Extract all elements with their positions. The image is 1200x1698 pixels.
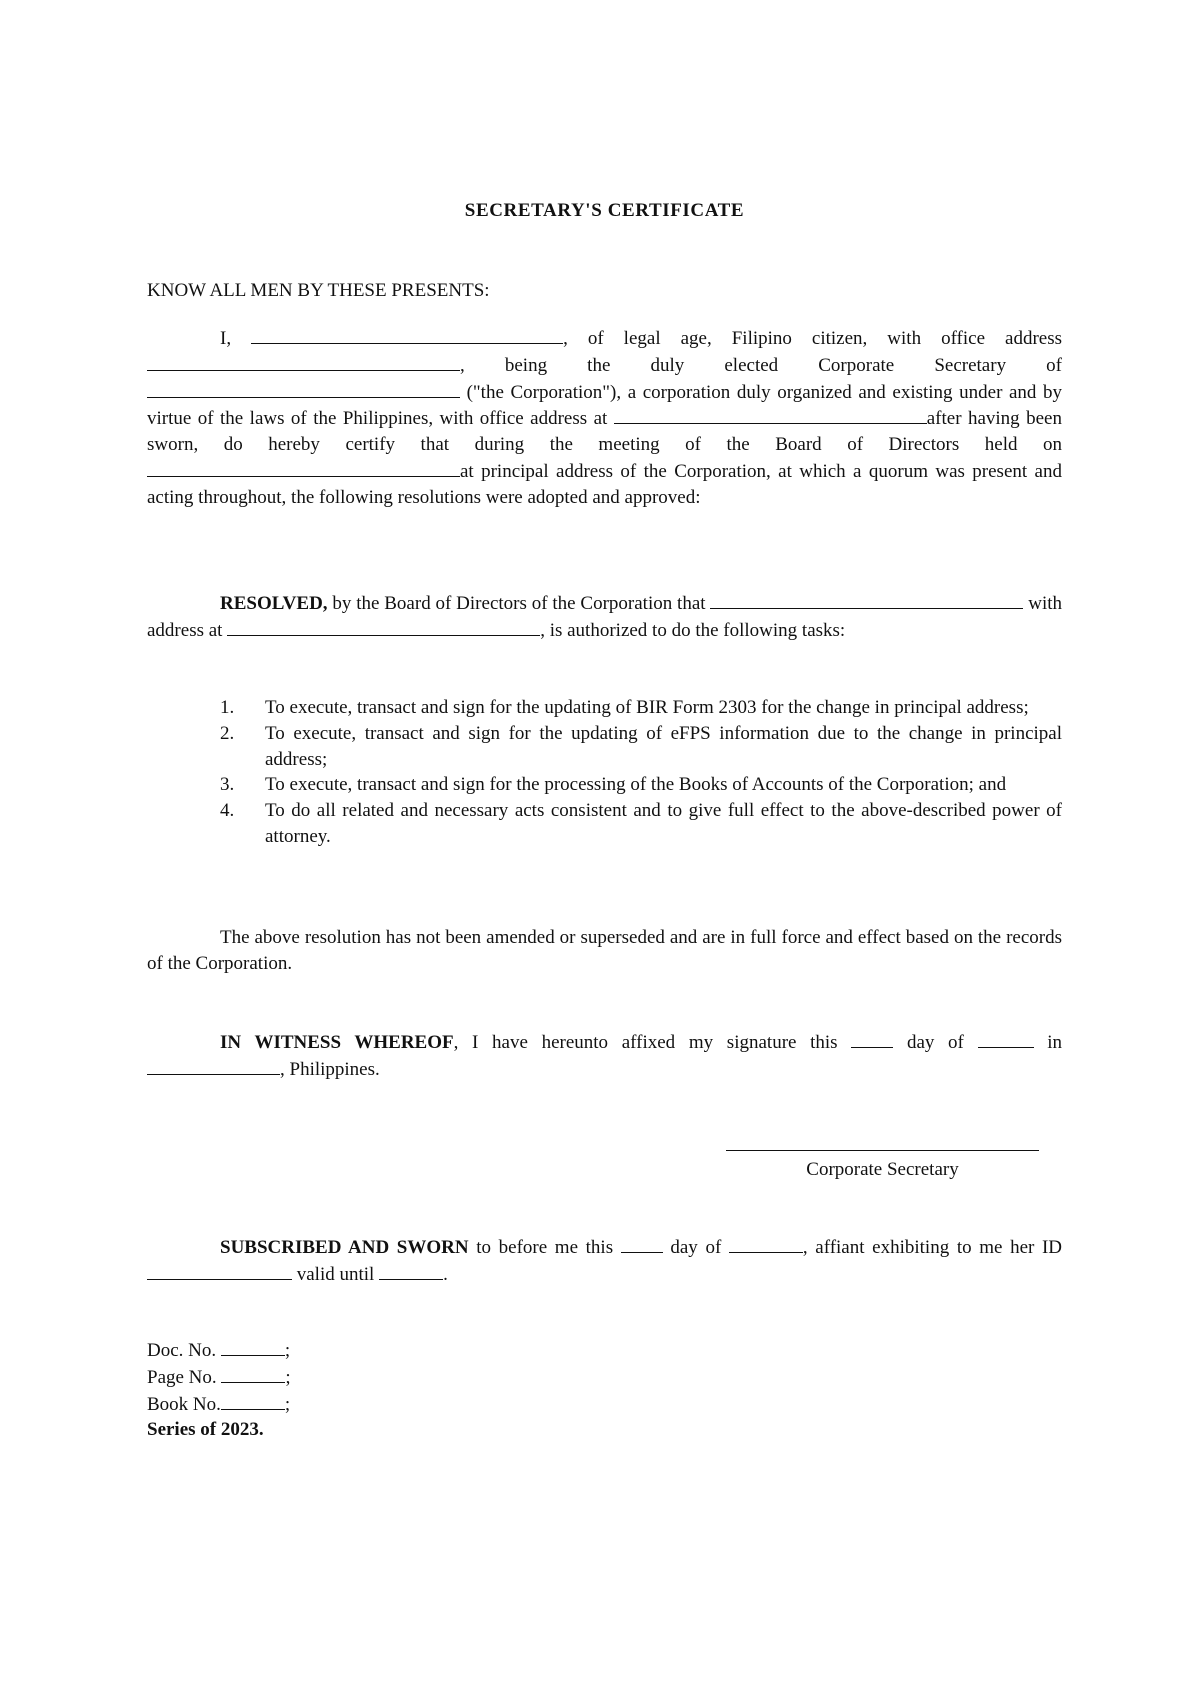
meeting-date-blank: [147, 458, 460, 477]
jurat-text-5: .: [443, 1263, 448, 1285]
resolved-heading: RESOLVED,: [220, 593, 328, 614]
series-line: [147, 1417, 291, 1443]
intro-text-5: after having been sworn, do hereby certify that during the meeting of the Board of Directors held on: [147, 408, 1062, 456]
book-number-line: [147, 1391, 291, 1418]
list-item-number: 2.: [220, 722, 235, 744]
jurat-text-1: to before me this: [468, 1237, 614, 1258]
resolution-text-1: by the Board of Directors of the Corporation that: [327, 593, 706, 614]
corporation-name-blank: [147, 379, 460, 398]
resolution-paragraph: [147, 590, 1062, 644]
authorized-address-blank: [227, 617, 540, 636]
separator: ;: [284, 1340, 291, 1361]
jurat-heading: SUBSCRIBED AND SWORN: [220, 1237, 469, 1258]
list-item-number: 4.: [220, 800, 235, 822]
book-number-blank: [221, 1391, 285, 1410]
notary-block: [147, 1337, 291, 1443]
witness-text-4: , Philippines.: [280, 1058, 380, 1080]
tasks-list: [220, 695, 1062, 850]
witness-paragraph: [147, 1029, 1062, 1083]
id-blank: [147, 1261, 292, 1280]
list-item-number: 3.: [220, 774, 235, 796]
list-item-text: To do all related and necessary acts consistent and to give full effect to the above-described power of attorney.: [265, 800, 1062, 847]
intro-paragraph: [147, 325, 1062, 511]
list-item-number: 1.: [220, 697, 235, 718]
doc-number-line: [147, 1337, 291, 1364]
doc-number-blank: [221, 1337, 285, 1356]
jurat-text-2: day of: [670, 1237, 722, 1258]
list-item: [220, 721, 1062, 773]
secretary-name-blank: [251, 325, 563, 344]
list-item-text: To execute, transact and sign for the processing of the Books of Accounts of the Corporation; and: [265, 774, 1007, 796]
status-paragraph: The above resolution has not been amended or superseded and are in full force and effect based on the records of the Corporation.: [147, 927, 1062, 974]
separator: ;: [284, 1393, 291, 1415]
witness-month-blank: [978, 1029, 1034, 1048]
office-address-blank: [147, 352, 460, 371]
jurat-month-blank: [729, 1234, 803, 1253]
witness-place-blank: [147, 1056, 280, 1075]
resolution-text-2: with address at: [147, 593, 1063, 641]
jurat-text-4: valid until: [296, 1263, 375, 1285]
book-number-label: Book No.: [147, 1393, 221, 1415]
corporation-address-blank: [614, 405, 927, 424]
intro-text-6: at principal address of the Corporation, at which a quorum was present and acting throughout, the following resolutions were adopted and approved:: [147, 460, 1062, 508]
intro-text-4: ("the Corporation"), a corporation duly organized and existing under and by virtue of the laws of the Philippines, with office address at: [147, 381, 1062, 430]
signature-label: Corporate Secretary: [806, 1159, 959, 1180]
witness-heading: IN WITNESS WHEREOF: [220, 1032, 454, 1053]
page-number-line: [147, 1364, 291, 1391]
witness-day-blank: [851, 1029, 893, 1048]
jurat-text-3: , affiant exhibiting to me her ID: [802, 1237, 1063, 1258]
doc-number-label: Doc. No.: [147, 1340, 217, 1361]
separator: ;: [285, 1366, 291, 1388]
document-title: SECRETARY'S CERTIFICATE: [464, 200, 745, 221]
jurat-day-blank: [621, 1234, 663, 1253]
witness-text-2: day of: [906, 1032, 964, 1053]
signature-line: [726, 1150, 1039, 1151]
series-label: Series of 2023.: [147, 1419, 264, 1441]
authorized-person-blank: [710, 590, 1023, 609]
intro-text-2: , of legal age, Filipino citizen, with office address: [563, 328, 1063, 349]
list-item: [220, 695, 1062, 721]
list-item: [220, 772, 1062, 798]
intro-text-1: I,: [220, 328, 232, 349]
page-number-label: Page No.: [147, 1366, 217, 1388]
witness-text-1: , I have hereunto affixed my signature this: [453, 1032, 838, 1053]
resolution-text-3: , is authorized to do the following tasks:: [540, 619, 846, 641]
valid-until-blank: [379, 1261, 443, 1280]
list-item-text: To execute, transact and sign for the updating of eFPS information due to the change in principal address;: [265, 722, 1062, 770]
jurat-paragraph: [147, 1234, 1062, 1288]
opening-line: KNOW ALL MEN BY THESE PRESENTS:: [147, 280, 490, 301]
witness-text-3: in: [1047, 1032, 1063, 1053]
page-number-blank: [221, 1364, 285, 1383]
list-item: [220, 798, 1062, 850]
intro-text-3: , being the duly elected Corporate Secretary of: [460, 354, 1062, 376]
list-item-text: To execute, transact and sign for the updating of BIR Form 2303 for the change in principal address;: [265, 697, 1029, 718]
